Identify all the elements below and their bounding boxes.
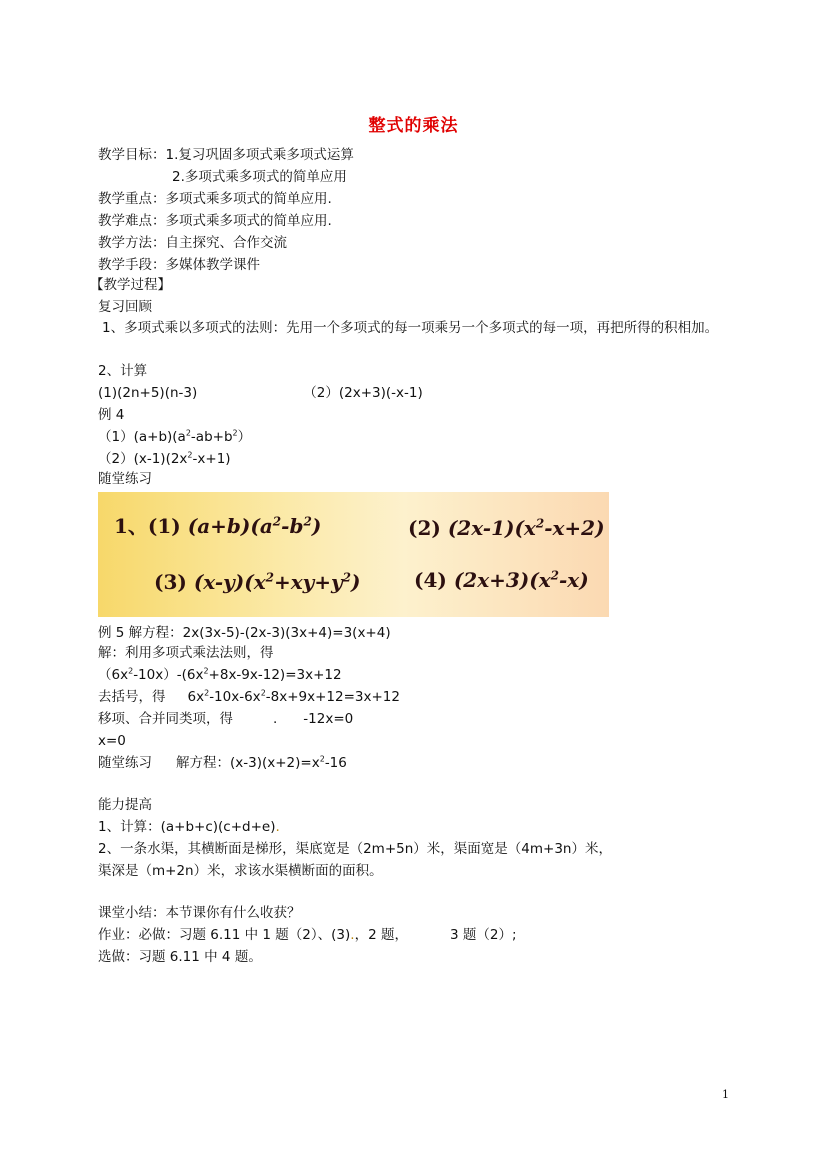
banner-problem-2	[408, 516, 605, 540]
step1-part: -10x）-(6x	[133, 667, 204, 683]
sq: 2	[342, 570, 352, 585]
p3-expr: )	[351, 570, 361, 594]
example-5-statement: 例 5 解方程：2x(3x-5)-(2x-3)(3x+4)=3(x+4)	[98, 625, 391, 641]
teaching-means: 教学手段：多媒体教学课件	[98, 257, 260, 273]
e1-part: -ab+b	[190, 429, 233, 445]
ability-header: 能力提高	[98, 797, 152, 813]
p2-label: (2)	[408, 516, 441, 540]
practice-banner	[98, 492, 609, 617]
example-5-step-4: x=0	[98, 733, 126, 749]
practice-2-eq: -16	[324, 755, 347, 771]
review-header: 复习回顾	[98, 299, 152, 315]
example-4-item-2	[98, 450, 231, 468]
sq: 2	[185, 428, 191, 438]
summary: 课堂小结：本节课你有什么收获？	[98, 905, 301, 921]
practice-2-eq: 解方程：(x-3)(x+2)=x	[176, 755, 320, 771]
practice-2-label: 随堂练习	[98, 755, 152, 771]
p4-expr: -x)	[559, 568, 589, 592]
calc-2: （2）(2x+3)(-x-1)	[303, 385, 423, 401]
calc-row	[98, 384, 423, 402]
practice-header: 随堂练习	[98, 471, 152, 487]
ability-q1	[98, 818, 280, 836]
sq: 2	[535, 516, 545, 531]
ability-q2-line-2: 渠深是（m+2n）米，求该水渠横断面的面积。	[98, 863, 383, 879]
example-5-solution: 解：利用多项式乘法法则，得	[98, 645, 274, 661]
example-4-header: 例 4	[98, 407, 125, 423]
goal-2: 2.多项式乘多项式的简单应用	[172, 169, 347, 185]
example-4-item-1	[98, 428, 251, 446]
homework-required	[98, 926, 517, 944]
p1-label: 1、(1)	[114, 514, 181, 538]
example-5-step-2	[98, 688, 400, 706]
example-5-step-3	[98, 710, 353, 728]
p2-expr: (2x-1)(x	[447, 516, 536, 540]
e2-part: -x+1)	[192, 451, 231, 467]
banner-problem-1	[114, 510, 321, 539]
multiplication-rule: 1、多项式乘以多项式的法则：先用一个多项式的每一项乘另一个多项式的每一项，再把所得的积相加。	[102, 320, 719, 336]
p1-expr: )	[311, 514, 322, 538]
goals-label: 教学目标：	[98, 147, 166, 163]
p3-expr: (x-y)(x	[193, 570, 266, 594]
e2-part: （2）(x-1)(2x	[98, 451, 188, 467]
step3-label: 移项、合并同类项，得	[98, 711, 233, 727]
goal-2-line	[172, 168, 347, 186]
sq: 2	[203, 666, 209, 676]
p2-expr: -x+2)	[544, 516, 605, 540]
sq: 2	[319, 754, 325, 764]
p3-expr: +xy+y	[273, 570, 343, 594]
homework-optional: 选做：习题 6.11 中 4 题。	[98, 949, 262, 965]
teaching-goals	[98, 146, 354, 164]
goal-1: 1.复习巩固多项式乘多项式运算	[165, 147, 354, 163]
step2-label: 去括号，得	[98, 689, 166, 705]
key-point: 教学重点：多项式乘多项式的简单应用.	[98, 191, 332, 207]
sq: 2	[272, 514, 282, 529]
sq: 2	[303, 514, 312, 529]
step2-part: 6x	[187, 689, 205, 705]
sq: 2	[260, 688, 266, 698]
sq: 2	[265, 570, 274, 585]
hw-dot: .	[350, 927, 355, 943]
p1-expr: (a+b)(a	[187, 514, 273, 538]
page-title: 整式的乘法	[368, 116, 459, 136]
step1-part: +8x-9x-12)=3x+12	[208, 667, 342, 683]
sq: 2	[550, 568, 559, 583]
e1-part: ）	[237, 429, 252, 445]
page-number: 1	[722, 1088, 729, 1101]
step2-part: -10x-6x	[209, 689, 261, 705]
sq: 2	[128, 666, 134, 676]
ability-q1-text: 1、计算：(a+b+c)(c+d+e)	[98, 819, 276, 835]
banner-problem-3	[154, 570, 361, 594]
process-header: 【教学过程】	[90, 277, 171, 293]
sq: 2	[187, 450, 193, 460]
difficulty: 教学难点：多项式乘多项式的简单应用.	[98, 213, 332, 229]
e1-part: （1）(a+b)(a	[98, 429, 186, 445]
p3-label: (3)	[154, 570, 187, 594]
hw-part: 作业：必做：习题 6.11 中 1 题（2）、(3)	[98, 927, 351, 943]
p1-expr: -b	[281, 514, 304, 538]
teaching-method: 教学方法：自主探究、合作交流	[98, 235, 287, 251]
hw-part: 3 题（2）;	[449, 927, 517, 943]
ability-q1-dot: .	[275, 819, 280, 835]
ability-q2-line-1: 2、一条水渠，其横断面是梯形，渠底宽是（2m+5n）米，渠面宽是（4m+3n）米，	[98, 841, 612, 857]
hw-part: ，2 题，	[354, 927, 408, 943]
step2-part: -8x+9x+12=3x+12	[265, 689, 400, 705]
step1-part: （6x	[98, 667, 129, 683]
p4-expr: (2x+3)(x	[453, 568, 551, 592]
calc-label: 2、计算	[98, 363, 148, 379]
example-5-step-1	[98, 666, 342, 684]
practice-2	[98, 754, 347, 772]
step3-eq: -12x=0	[303, 711, 354, 727]
sq: 2	[204, 688, 210, 698]
banner-problem-4	[414, 568, 589, 592]
p4-label: (4)	[414, 568, 447, 592]
calc-1: (1)(2n+5)(n-3)	[98, 385, 198, 401]
sq: 2	[232, 428, 238, 438]
step3-dot: .	[273, 711, 278, 727]
